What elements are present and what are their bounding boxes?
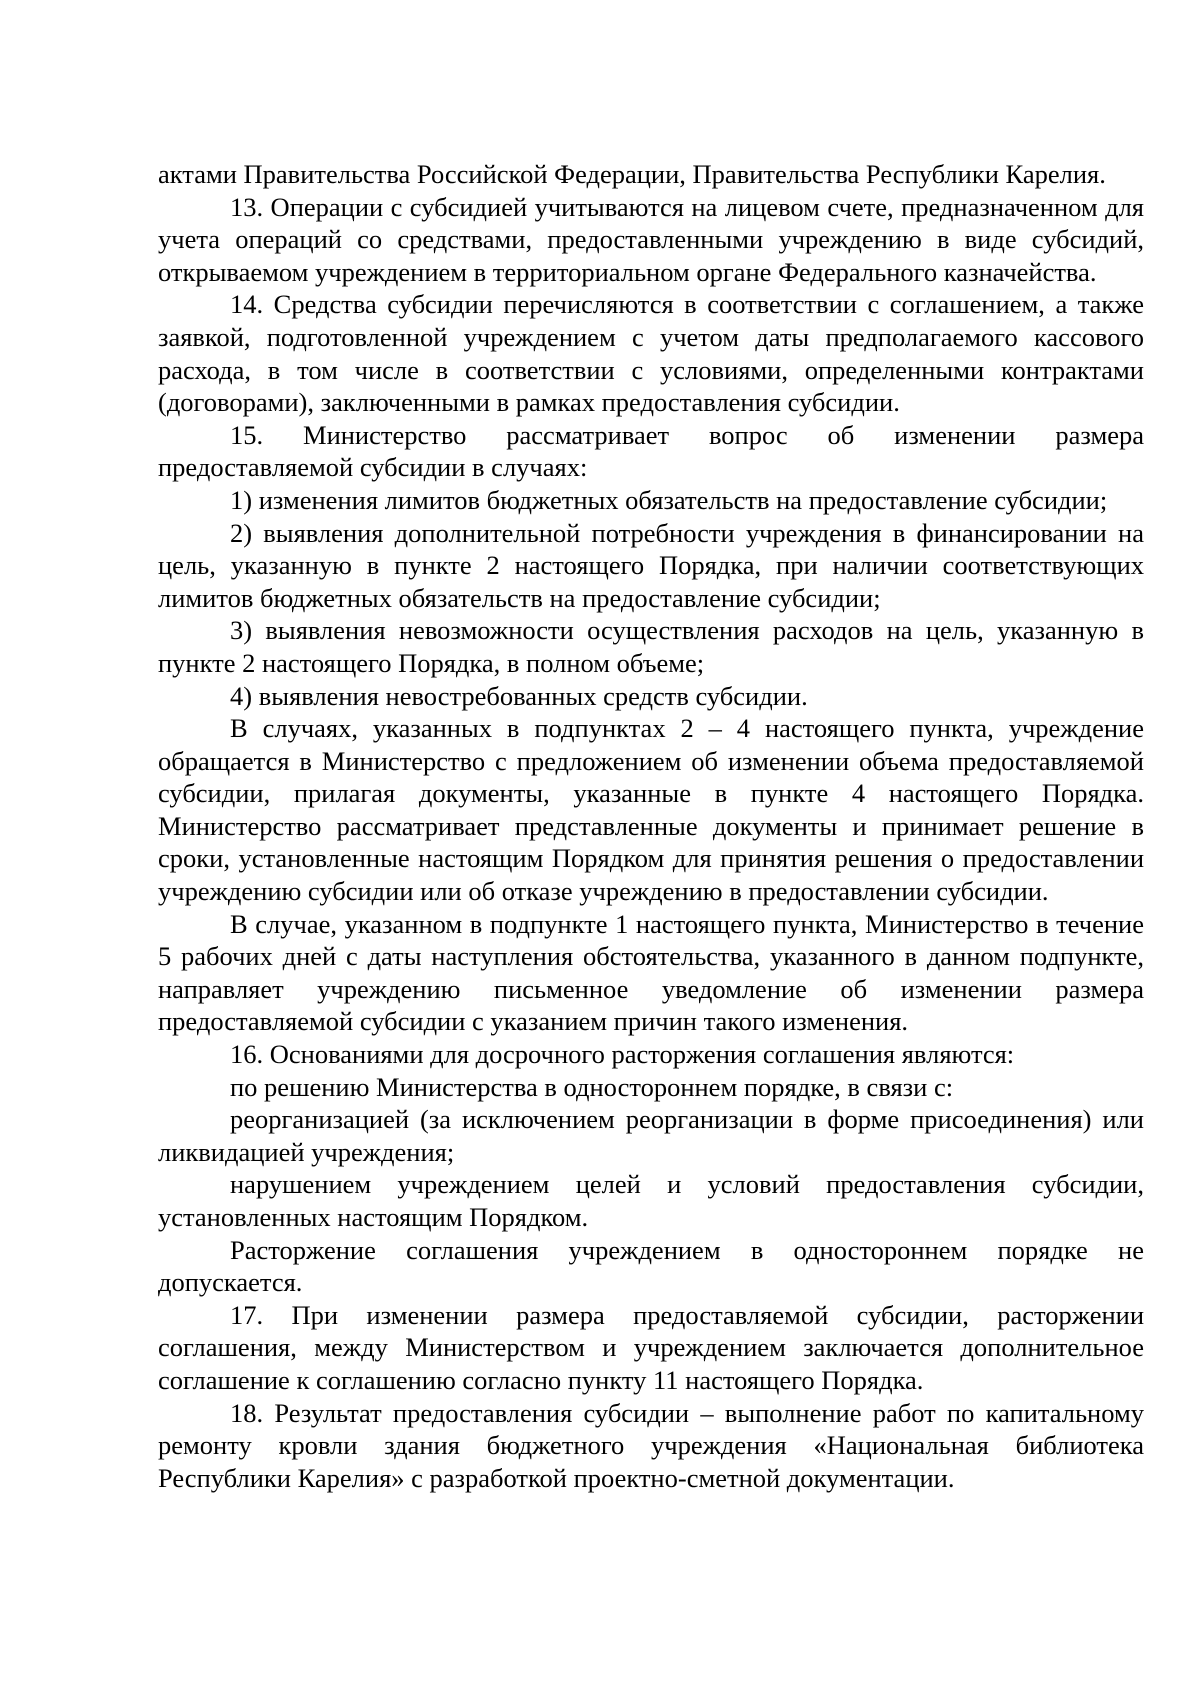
paragraph-16-violation: нарушением учреждением целей и условий предоставления субсидии, установленных настоящим Порядком. [158, 1169, 1144, 1232]
paragraph-16: 16. Основаниями для досрочного расторжения соглашения являются: [230, 1039, 1015, 1070]
paragraph-13: 13. Операции с субсидией учитываются на лицевом счете, предназначенном для учета операций со средствами, предоставленными учреждению в виде субсидий, открываемом учреждением в территориальном органе Федерального казначейства. [158, 191, 1144, 287]
paragraph-16-termination-note: Расторжение соглашения учреждением в одностороннем порядке не допускается. [158, 1234, 1144, 1298]
paragraph-15-item-1: 1) изменения лимитов бюджетных обязательств на предоставление субсидии; [230, 484, 1108, 515]
paragraph-15-cases-2-4: В случаях, указанных в подпунктах 2 – 4 настоящего пункта, учреждение обращается в Министерство с предложением об изменении объема предоставляемой субсидии, прилагая документы, указанные в пункте 4 настоящего Порядка. Министерство рассматривает представленные документы и принимает решение в сроки, установленные настоящим Порядком для принятия решения о предоставлении учреждению субсидии или об отказе учреждению в предоставлении субсидии. [158, 713, 1144, 907]
paragraph-15-item-4: 4) выявления невостребованных средств субсидии. [230, 680, 808, 711]
paragraph-16-ministry-decision: по решению Министерства в одностороннем порядке, в связи с: [230, 1071, 954, 1102]
paragraph-16-reorganization: реорганизацией (за исключением реорганизации в форме присоединения) или ликвидацией учреждения; [158, 1104, 1144, 1167]
paragraph-18: 18. Результат предоставления субсидии – выполнение работ по капитальному ремонту кровли здания бюджетного учреждения «Национальная библиотека Республики Карелия» с разработкой проектно-сметной документации. [158, 1397, 1144, 1493]
paragraph-14: 14. Средства субсидии перечисляются в соответствии с соглашением, а также заявкой, подготовленной учреждением с учетом даты предполагаемого кассового расхода, в том числе в соответствии с условиями, определенными контрактами (договорами), заключенными в рамках предоставления субсидии. [158, 289, 1144, 418]
paragraph-17: 17. При изменении размера предоставляемой субсидии, расторжении соглашения, между Министерством и учреждением заключается дополнительное соглашение к соглашению согласно пункту 11 настоящего Порядка. [158, 1299, 1144, 1395]
paragraph-continuation: актами Правительства Российской Федерации, Правительства Республики Карелия. [158, 159, 1106, 189]
paragraph-15: 15. Министерство рассматривает вопрос об изменении размера предоставляемой субсидии в случаях: [158, 419, 1144, 483]
paragraph-15-case-1: В случае, указанном в подпункте 1 настоящего пункта, Министерство в течение 5 рабочих дней с даты наступления обстоятельства, указанного в данном подпункте, направляет учреждению письменное уведомление об изменении размера предоставляемой субсидии с указанием причин такого изменения. [158, 908, 1144, 1037]
paragraph-15-item-3: 3) выявления невозможности осуществления расходов на цель, указанную в пункте 2 настоящего Порядка, в полном объеме; [158, 615, 1144, 678]
paragraph-15-item-2: 2) выявления дополнительной потребности учреждения в финансировании на цель, указанную в пункте 2 настоящего Порядка, при наличии соответствующих лимитов бюджетных обязательств на предоставление субсидии; [158, 517, 1144, 613]
document-body [158, 158, 1144, 1494]
